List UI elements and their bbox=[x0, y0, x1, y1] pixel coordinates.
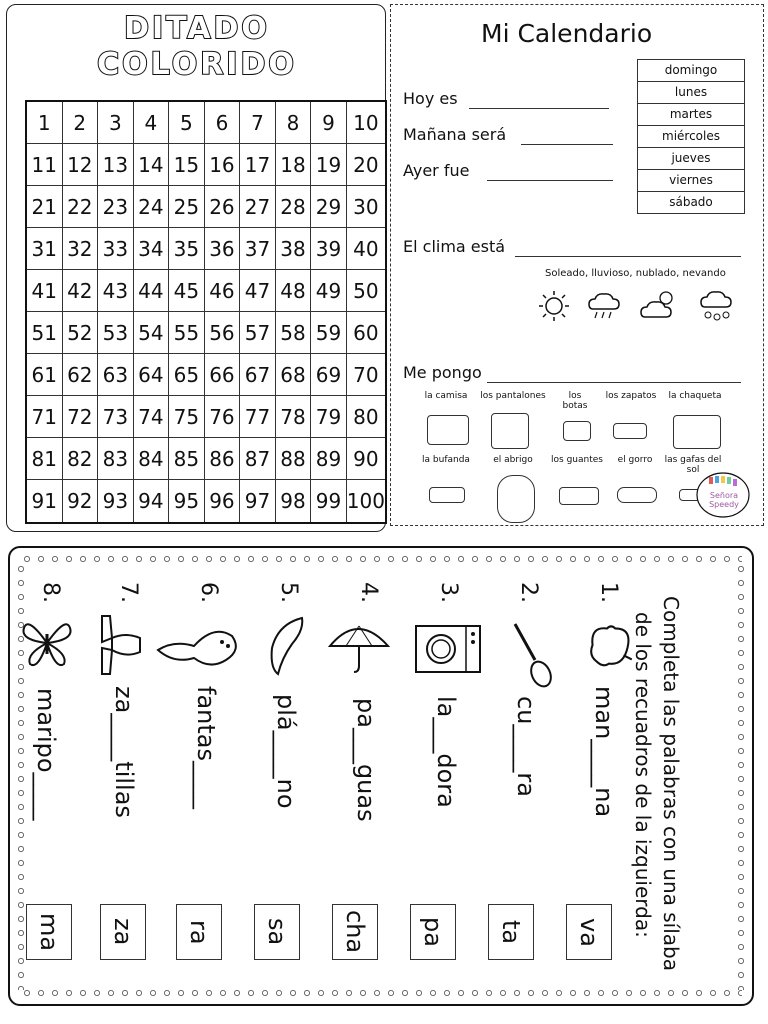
grid-cell[interactable]: 29 bbox=[311, 186, 347, 228]
grid-cell[interactable]: 5 bbox=[169, 102, 205, 144]
instructions-line1: Completa las palabras con una sílaba bbox=[659, 596, 683, 971]
syllable-label: ta bbox=[497, 919, 525, 945]
syllable-box-8[interactable] bbox=[26, 904, 72, 960]
grid-cell[interactable]: 43 bbox=[98, 270, 134, 312]
tomorrow-blank[interactable] bbox=[521, 143, 613, 145]
grid-cell[interactable]: 78 bbox=[276, 396, 312, 438]
grid-cell[interactable]: 13 bbox=[98, 144, 134, 186]
grid-cell[interactable]: 82 bbox=[63, 438, 99, 480]
item-number-5: 5. bbox=[276, 582, 301, 603]
grid-cell[interactable]: 32 bbox=[63, 228, 99, 270]
grid-cell[interactable]: 57 bbox=[240, 312, 276, 354]
grid-cell[interactable]: 83 bbox=[98, 438, 134, 480]
weather-options-text: Soleado, lluvioso, nublado, nevando bbox=[545, 268, 726, 279]
grid-cell[interactable]: 39 bbox=[311, 228, 347, 270]
grid-cell[interactable]: 41 bbox=[27, 270, 63, 312]
gloves-icon[interactable] bbox=[559, 487, 599, 505]
tomorrow-label: Mañana será bbox=[403, 125, 507, 144]
apple-icon bbox=[576, 614, 638, 676]
clothes-label-sunglasses: las gafas del sol bbox=[664, 455, 722, 475]
calendar-panel bbox=[390, 4, 764, 526]
syllable-box-1[interactable] bbox=[566, 904, 612, 960]
grid-cell[interactable]: 84 bbox=[134, 438, 170, 480]
dotted-border-bottom bbox=[20, 988, 742, 998]
item-number-8: 8. bbox=[38, 582, 63, 603]
dotted-border-right bbox=[736, 562, 746, 990]
grid-cell[interactable]: 88 bbox=[276, 438, 312, 480]
grid-cell[interactable]: 48 bbox=[276, 270, 312, 312]
grid-cell[interactable]: 40 bbox=[347, 228, 385, 270]
grid-cell[interactable]: 81 bbox=[27, 438, 63, 480]
grid-cell[interactable]: 28 bbox=[276, 186, 312, 228]
grid-cell[interactable]: 1 bbox=[27, 102, 63, 144]
grid-cell[interactable]: 79 bbox=[311, 396, 347, 438]
grid-cell[interactable]: 17 bbox=[240, 144, 276, 186]
wear-label: Me pongo bbox=[403, 363, 482, 382]
grid-cell[interactable]: 67 bbox=[240, 354, 276, 396]
dictado-panel bbox=[6, 4, 386, 532]
grid-cell[interactable]: 73 bbox=[98, 396, 134, 438]
grid-cell[interactable]: 60 bbox=[347, 312, 385, 354]
item-word-8[interactable]: maripo____ bbox=[32, 688, 60, 821]
grid-cell[interactable]: 90 bbox=[347, 438, 385, 480]
grid-cell[interactable]: 25 bbox=[169, 186, 205, 228]
grid-cell[interactable]: 77 bbox=[240, 396, 276, 438]
syllable-label: va bbox=[575, 917, 603, 947]
grid-cell[interactable]: 68 bbox=[276, 354, 312, 396]
day-friday[interactable]: viernes bbox=[638, 170, 744, 192]
clothes-label-shoes: los zapatos bbox=[605, 391, 657, 401]
grid-cell[interactable]: 72 bbox=[63, 396, 99, 438]
grid-cell[interactable]: 87 bbox=[240, 438, 276, 480]
grid-cell[interactable]: 49 bbox=[311, 270, 347, 312]
item-word-1[interactable]: man____na bbox=[590, 686, 618, 818]
grid-cell[interactable]: 19 bbox=[311, 144, 347, 186]
day-thursday[interactable]: jueves bbox=[638, 148, 744, 170]
sun-icon[interactable] bbox=[535, 289, 573, 323]
calendar-title: Mi Calendario bbox=[481, 19, 653, 48]
grid-cell[interactable]: 35 bbox=[169, 228, 205, 270]
item-word-3[interactable]: la___dora bbox=[432, 696, 460, 808]
grid-cell[interactable]: 10 bbox=[347, 102, 385, 144]
today-label: Hoy es bbox=[403, 89, 458, 108]
brand-text: Señora Speedy bbox=[709, 491, 739, 509]
grid-cell[interactable]: 63 bbox=[98, 354, 134, 396]
clothes-label-boots: los botas bbox=[562, 391, 588, 411]
grid-cell[interactable]: 55 bbox=[169, 312, 205, 354]
grid-cell[interactable]: 64 bbox=[134, 354, 170, 396]
clothes-label-pants: los pantalones bbox=[480, 391, 546, 401]
grid-cell[interactable]: 12 bbox=[63, 144, 99, 186]
grid-cell[interactable]: 20 bbox=[347, 144, 385, 186]
snow-cloud-icon[interactable] bbox=[697, 289, 735, 323]
grid-cell[interactable]: 61 bbox=[27, 354, 63, 396]
number-grid bbox=[25, 100, 387, 524]
grid-cell[interactable]: 86 bbox=[205, 438, 241, 480]
grid-cell[interactable]: 16 bbox=[205, 144, 241, 186]
butterfly-icon bbox=[18, 614, 76, 672]
grid-cell[interactable]: 9 bbox=[311, 102, 347, 144]
clothes-label-hat: el gorro bbox=[617, 455, 653, 465]
grid-cell[interactable]: 23 bbox=[98, 186, 134, 228]
grid-cell[interactable]: 36 bbox=[205, 228, 241, 270]
grid-cell[interactable]: 62 bbox=[63, 354, 99, 396]
syllable-worksheet-panel bbox=[8, 546, 754, 1006]
clothes-label-coat: el abrigo bbox=[493, 455, 533, 465]
grid-cell[interactable]: 26 bbox=[205, 186, 241, 228]
grid-cell[interactable]: 14 bbox=[134, 144, 170, 186]
clothes-label-jacket: la chaqueta bbox=[668, 391, 722, 401]
dotted-border-top bbox=[20, 554, 742, 564]
syllable-box-5[interactable] bbox=[254, 904, 300, 960]
grid-cell[interactable]: 69 bbox=[311, 354, 347, 396]
grid-cell[interactable]: 46 bbox=[205, 270, 241, 312]
spoon-icon bbox=[506, 620, 558, 690]
grid-cell[interactable]: 30 bbox=[347, 186, 385, 228]
grid-cell[interactable]: 11 bbox=[27, 144, 63, 186]
grid-cell[interactable]: 96 bbox=[205, 480, 241, 522]
jacket-icon[interactable] bbox=[673, 415, 721, 449]
grid-cell[interactable]: 59 bbox=[311, 312, 347, 354]
today-blank[interactable] bbox=[469, 107, 609, 109]
grid-cell[interactable]: 93 bbox=[98, 480, 134, 522]
grid-cell[interactable]: 91 bbox=[27, 480, 63, 522]
grid-cell[interactable]: 70 bbox=[347, 354, 385, 396]
grid-cell[interactable]: 44 bbox=[134, 270, 170, 312]
grid-cell[interactable]: 24 bbox=[134, 186, 170, 228]
syllable-label: ra bbox=[185, 919, 213, 945]
grid-cell[interactable]: 56 bbox=[205, 312, 241, 354]
grid-cell[interactable]: 51 bbox=[27, 312, 63, 354]
item-word-5[interactable]: plá____no bbox=[272, 694, 300, 809]
banana-icon bbox=[258, 614, 312, 678]
grid-cell[interactable]: 97 bbox=[240, 480, 276, 522]
item-number-2: 2. bbox=[516, 582, 541, 603]
grid-cell[interactable]: 65 bbox=[169, 354, 205, 396]
grid-cell[interactable]: 42 bbox=[63, 270, 99, 312]
yesterday-blank[interactable] bbox=[487, 179, 613, 181]
item-number-3: 3. bbox=[436, 582, 461, 603]
day-monday[interactable]: lunes bbox=[638, 82, 744, 104]
grid-cell[interactable]: 3 bbox=[98, 102, 134, 144]
grid-cell[interactable]: 6 bbox=[205, 102, 241, 144]
grid-cell[interactable]: 34 bbox=[134, 228, 170, 270]
item-number-7: 7. bbox=[116, 582, 141, 603]
wear-blank[interactable] bbox=[487, 381, 741, 383]
instructions-line2: de los recuadros de la izquierda: bbox=[631, 612, 655, 938]
umbrella-icon bbox=[326, 620, 392, 676]
scarf-icon[interactable] bbox=[429, 487, 465, 503]
item-word-2[interactable]: cu____ra bbox=[512, 696, 540, 797]
grid-cell[interactable]: 31 bbox=[27, 228, 63, 270]
days-of-week-box bbox=[637, 59, 745, 214]
grid-cell[interactable]: 52 bbox=[63, 312, 99, 354]
grid-cell[interactable]: 75 bbox=[169, 396, 205, 438]
syllable-box-3[interactable] bbox=[410, 904, 456, 960]
sneakers-icon bbox=[96, 612, 154, 678]
dictado-title-line1: DITADO bbox=[124, 11, 270, 46]
grid-cell[interactable]: 2 bbox=[63, 102, 99, 144]
item-word-6[interactable]: fantas____ bbox=[192, 686, 220, 809]
grid-cell[interactable]: 4 bbox=[134, 102, 170, 144]
day-wednesday[interactable]: miércoles bbox=[638, 126, 744, 148]
boots-icon[interactable] bbox=[563, 421, 591, 441]
shoes-icon[interactable] bbox=[613, 423, 647, 439]
hat-icon[interactable] bbox=[617, 487, 657, 503]
item-word-7[interactable]: za____tillas bbox=[110, 686, 138, 818]
pants-icon[interactable] bbox=[491, 413, 529, 449]
grid-cell[interactable]: 27 bbox=[240, 186, 276, 228]
grid-cell[interactable]: 37 bbox=[240, 228, 276, 270]
weather-blank[interactable] bbox=[515, 255, 741, 257]
syllable-box-2[interactable] bbox=[488, 904, 534, 960]
syllable-label: ma bbox=[35, 912, 63, 952]
grid-cell[interactable]: 53 bbox=[98, 312, 134, 354]
item-number-4: 4. bbox=[356, 582, 381, 603]
item-word-4[interactable]: pa___guas bbox=[352, 698, 380, 822]
grid-cell[interactable]: 18 bbox=[276, 144, 312, 186]
syllable-box-4[interactable] bbox=[332, 904, 378, 960]
grid-cell[interactable]: 38 bbox=[276, 228, 312, 270]
item-number-1: 1. bbox=[596, 582, 621, 603]
grid-cell[interactable]: 21 bbox=[27, 186, 63, 228]
grid-cell[interactable]: 74 bbox=[134, 396, 170, 438]
day-tuesday[interactable]: martes bbox=[638, 104, 744, 126]
dictado-title-line2: COLORIDO bbox=[97, 47, 297, 82]
grid-cell[interactable]: 33 bbox=[98, 228, 134, 270]
grid-cell[interactable]: 45 bbox=[169, 270, 205, 312]
grid-cell[interactable]: 54 bbox=[134, 312, 170, 354]
grid-cell[interactable]: 94 bbox=[134, 480, 170, 522]
syllable-label: za bbox=[109, 918, 137, 946]
grid-cell[interactable]: 95 bbox=[169, 480, 205, 522]
coat-icon[interactable] bbox=[497, 475, 535, 523]
grid-cell[interactable]: 8 bbox=[276, 102, 312, 144]
grid-cell[interactable]: 22 bbox=[63, 186, 99, 228]
grid-cell[interactable]: 99 bbox=[311, 480, 347, 522]
clothes-label-gloves: los guantes bbox=[551, 455, 603, 465]
grid-cell[interactable]: 98 bbox=[276, 480, 312, 522]
syllable-label: cha bbox=[341, 910, 369, 954]
weather-label: El clima está bbox=[403, 237, 506, 256]
grid-cell[interactable]: 92 bbox=[63, 480, 99, 522]
grid-cell[interactable]: 7 bbox=[240, 102, 276, 144]
grid-cell[interactable]: 76 bbox=[205, 396, 241, 438]
syllable-label: sa bbox=[263, 918, 291, 946]
sun-cloud-icon[interactable] bbox=[639, 289, 677, 323]
grid-cell[interactable]: 66 bbox=[205, 354, 241, 396]
grid-cell[interactable]: 50 bbox=[347, 270, 385, 312]
clothes-label-scarf: la bufanda bbox=[422, 455, 470, 465]
grid-cell[interactable]: 100 bbox=[346, 489, 385, 513]
grid-cell[interactable]: 58 bbox=[276, 312, 312, 354]
ghost-icon bbox=[154, 620, 244, 676]
item-number-6: 6. bbox=[196, 582, 221, 603]
day-sunday[interactable]: domingo bbox=[638, 60, 744, 82]
day-saturday[interactable]: sábado bbox=[669, 195, 713, 209]
syllable-box-7[interactable] bbox=[100, 904, 146, 960]
grid-cell[interactable]: 71 bbox=[27, 396, 63, 438]
shirt-icon[interactable] bbox=[427, 415, 469, 445]
rain-cloud-icon[interactable] bbox=[585, 289, 623, 323]
washing-machine-icon bbox=[414, 624, 482, 674]
syllable-label: pa bbox=[419, 917, 447, 947]
grid-cell[interactable]: 85 bbox=[169, 438, 205, 480]
syllable-box-6[interactable] bbox=[176, 904, 222, 960]
yesterday-label: Ayer fue bbox=[403, 161, 470, 180]
grid-cell[interactable]: 15 bbox=[169, 144, 205, 186]
grid-cell[interactable]: 47 bbox=[240, 270, 276, 312]
grid-cell[interactable]: 89 bbox=[311, 438, 347, 480]
clothes-label-shirt: la camisa bbox=[424, 391, 468, 401]
grid-cell[interactable]: 80 bbox=[347, 396, 385, 438]
